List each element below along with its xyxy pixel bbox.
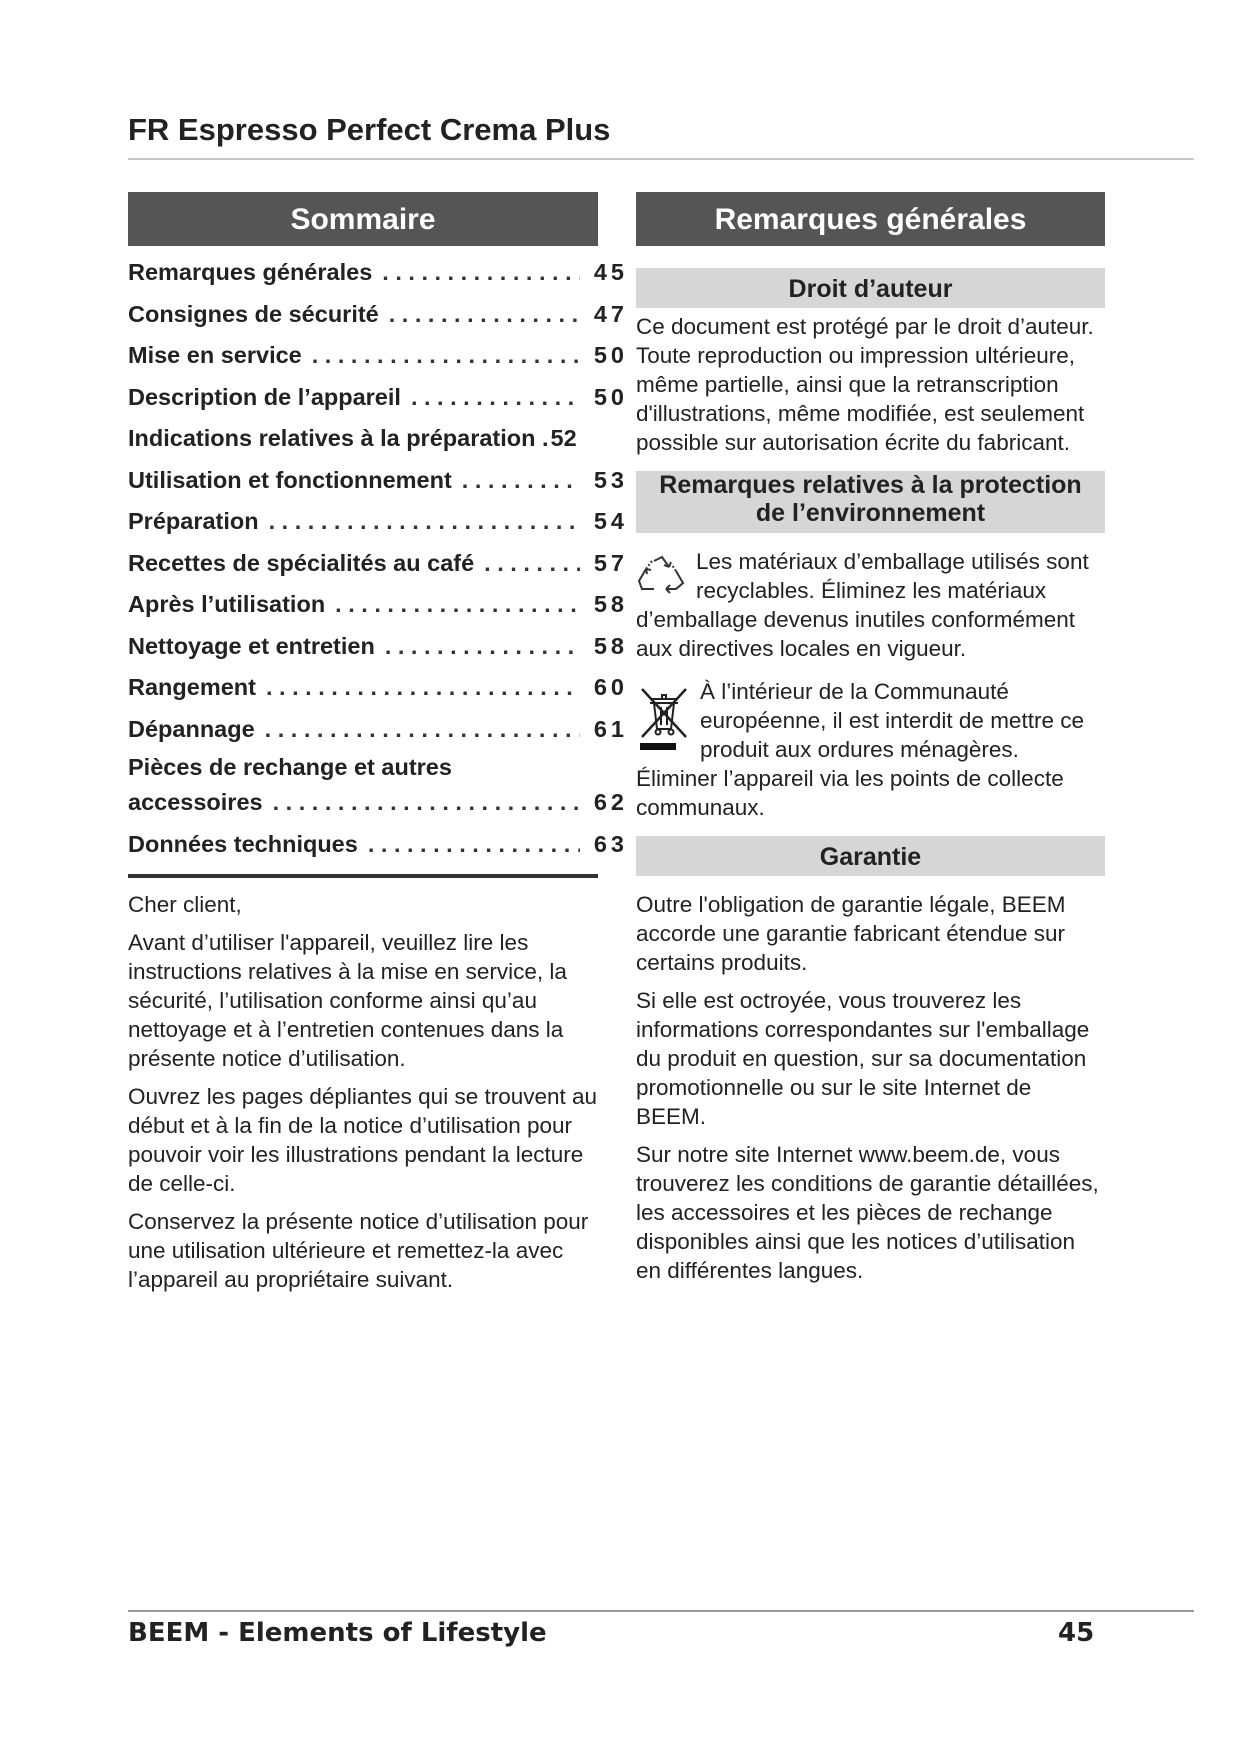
intro-greeting: Cher client, [128, 891, 242, 917]
intro-paragraph: Ouvrez les pages dépliantes qui se trouvent au début et à la fin de la notice d’utilisation pour pouvoir voir les illustrations pendant la lecture de celle-ci. [128, 1083, 598, 1196]
toc-entry-page: 50 [593, 383, 628, 410]
intro-paragraph: Avant d’utiliser l'appareil, veuillez lire les instructions relatives à la mise en service, la sécurité, l’utilisation conforme ainsi qu’au nettoyage et à l’entretien contenues dans la présente notice d’utilisation. [128, 929, 567, 1071]
toc-entry[interactable] [128, 667, 628, 709]
crossed-out-bin-icon [636, 685, 692, 751]
footer-divider [128, 1610, 1194, 1612]
toc-end-rule [128, 874, 598, 878]
toc-entry-label: Description de l’appareil [128, 383, 401, 410]
toc-entry-label: Remarques générales [128, 259, 373, 285]
general-heading: Remarques générales [636, 192, 1105, 246]
toc-entry-page: 58 [593, 591, 628, 617]
toc-leader-dots [358, 824, 580, 866]
recycle-text: Les matériaux d’emballage utilisés sont recyclables. Éliminez les matériaux d’emballage devenus inutiles conformément aux directives locales en vigueur. [636, 549, 1089, 661]
toc-entry[interactable] [128, 501, 628, 543]
toc-entry-label: Nettoyage et entretien [128, 632, 375, 659]
toc-leader-dots [379, 294, 580, 336]
toc-entry-page: 54 [593, 508, 628, 534]
table-of-contents [128, 252, 628, 866]
toc-leader-dots [256, 667, 580, 709]
page-title: FR Espresso Perfect Crema Plus [128, 112, 611, 147]
toc-entry-label: Préparation [128, 508, 259, 534]
toc-entry-label: Dépannage [128, 715, 255, 742]
warranty-heading: Garantie [636, 836, 1105, 876]
environment-heading-line1: Remarques relatives à la protection [659, 471, 1082, 499]
toc-entry-label: Utilisation et fonctionnement [128, 466, 452, 493]
footer-brand: BEEM - Elements of Lifestyle [128, 1618, 547, 1648]
toc-heading: Sommaire [128, 192, 598, 246]
toc-entry[interactable] [128, 460, 628, 502]
toc-entry[interactable] [128, 377, 628, 419]
warranty-paragraph: Sur notre site Internet www.beem.de, vous trouverez les conditions de garantie détaillées, les accessoires et les pièces de rechange disponibles ainsi que les notices d’utilisation en différentes langues. [636, 1142, 1099, 1283]
toc-entry-page: 52 [550, 425, 577, 451]
toc-entry[interactable] [128, 543, 628, 585]
warranty-paragraph: Outre l'obligation de garantie légale, BEEM accorde une garantie fabricant étendue sur certains produits. [636, 892, 1066, 975]
right-column [636, 192, 1105, 1294]
toc-entry-line2 [128, 785, 628, 820]
toc-entry[interactable] [128, 418, 628, 460]
toc-entry[interactable] [128, 750, 628, 824]
toc-entry-label: Données techniques [128, 831, 358, 857]
toc-entry[interactable] [128, 335, 628, 377]
recycle-icon [636, 555, 688, 601]
toc-leader-dots [401, 377, 580, 419]
toc-entry-page: 60 [593, 674, 628, 700]
toc-leader-dots [263, 785, 580, 820]
toc-entry-label: Mise en service [128, 342, 302, 368]
toc-leader-dots [372, 252, 580, 294]
left-column [128, 192, 628, 1303]
toc-entry[interactable] [128, 252, 628, 294]
toc-leader-dots [325, 584, 580, 626]
toc-entry-page: 63 [593, 831, 628, 857]
warranty-paragraph: Si elle est octroyée, vous trouverez les informations correspondantes sur l'emballage du produit en question, sur sa documentation promotionnelle ou sur le site Internet de BEEM. [636, 988, 1090, 1129]
recycle-notice [636, 547, 1105, 663]
toc-entry-page: 57 [593, 549, 628, 576]
intro-text [128, 890, 598, 1294]
weee-notice [636, 677, 1105, 822]
toc-leader-dots [302, 335, 580, 377]
toc-entry[interactable] [128, 626, 628, 668]
toc-entry[interactable] [128, 294, 628, 336]
weee-text: À l’intérieur de la Communauté européenne, il est interdit de mettre ce produit aux ordures ménagères. Éliminer l’appareil via les points de collecte communaux. [636, 679, 1084, 820]
environment-heading-line2: de l’environnement [755, 499, 986, 527]
toc-leader-dots [255, 709, 580, 751]
copyright-heading: Droit d’auteur [636, 268, 1105, 308]
toc-entry[interactable] [128, 584, 628, 626]
header-divider [128, 158, 1194, 160]
page-number: 45 [1058, 1618, 1095, 1648]
copyright-text: Ce document est protégé par le droit d’auteur. Toute reproduction ou impression ultérieure, même partielle, ainsi que la retranscription d'illustrations, même modifiée, est seulement possible sur autorisation écrite du fabricant. [636, 314, 1094, 455]
toc-leader-dots [375, 626, 580, 668]
toc-entry-label: Pièces de rechange et autres [128, 754, 452, 780]
warranty-text [636, 890, 1105, 1285]
toc-entry-label: Consignes de sécurité [128, 300, 379, 327]
toc-leader-dots [452, 460, 580, 502]
toc-entry-page: 45 [593, 259, 628, 285]
toc-entry-label: Rangement [128, 674, 256, 700]
toc-entry-page: 50 [593, 342, 628, 368]
environment-heading [636, 471, 1105, 533]
toc-entry-label: Indications relatives à la préparation . [128, 425, 549, 451]
toc-entry-label: Après l’utilisation [128, 591, 326, 617]
toc-leader-dots [474, 543, 580, 585]
toc-entry-page: 61 [593, 715, 628, 742]
toc-entry[interactable] [128, 824, 628, 866]
toc-entry-label: Recettes de spécialités au café [128, 549, 475, 576]
toc-entry-label-continued: accessoires [128, 789, 263, 815]
toc-entry[interactable] [128, 709, 628, 751]
intro-paragraph: Conservez la présente notice d’utilisation pour une utilisation ultérieure et remettez-la avec l’appareil au propriétaire suivant. [128, 1208, 589, 1292]
toc-entry-page: 58 [593, 632, 628, 659]
toc-entry-page: 47 [593, 300, 628, 327]
toc-entry-page: 53 [593, 466, 628, 493]
toc-entry-page: 62 [593, 789, 628, 815]
toc-leader-dots [259, 501, 580, 543]
